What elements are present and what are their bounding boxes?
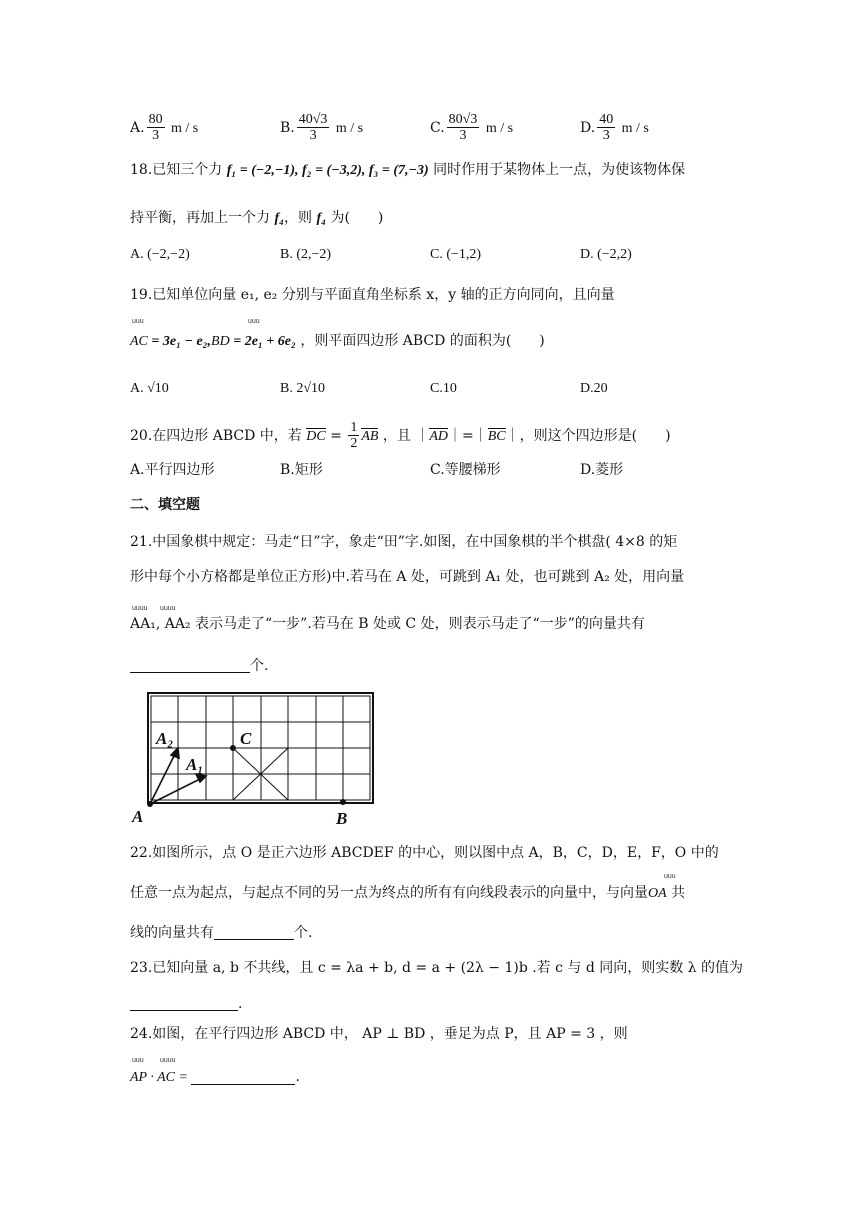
text: =	[325, 427, 347, 444]
q24-line2	[130, 1070, 300, 1085]
fraction-denominator: 3	[152, 128, 160, 144]
option-label: B.	[280, 119, 295, 136]
fraction	[147, 112, 165, 144]
option-label: A.	[130, 119, 145, 136]
formula-bd: = 2e₁ + 6e₂	[229, 334, 296, 349]
q20-option-a: A.平行四边形	[130, 462, 215, 478]
text: 18.已知三个力	[130, 162, 227, 178]
text: ｜=｜	[448, 427, 488, 444]
fraction-numerator: 80	[148, 112, 163, 127]
text: 同时作用于某物体上一点，为使该物体保	[428, 162, 686, 178]
fraction	[447, 112, 480, 144]
unit: m / s	[171, 120, 199, 136]
unit: m / s	[621, 120, 649, 136]
text: .	[238, 996, 243, 1012]
text: 任意一点为起点，与起点不同的另一点为终点的所有有向线段表示的向量中，与向量	[130, 885, 648, 901]
text: 线的向量共有	[130, 925, 214, 941]
uuu-mark-aa2: uuuu	[160, 605, 176, 612]
label-c: C	[240, 729, 252, 748]
q19-line2	[130, 334, 545, 349]
uuu-mark-ac: uuuu	[160, 1057, 176, 1064]
fraction-denominator: 2	[350, 436, 358, 452]
point-a	[147, 801, 153, 807]
chessboard-figure	[128, 688, 378, 828]
q17-option-b	[280, 112, 363, 144]
q21-line1: 21.中国象棋中规定：马走“日”字，象走“田”字.如图，在中国象棋的半个棋盘( 4×8 的矩	[130, 534, 678, 550]
option-label: C.	[430, 119, 445, 136]
text: ，则	[284, 210, 317, 226]
q21-line3: AA₁, AA₂ 表示马走了“一步”.若马在 B 处或 C 处，则表示马走了“一步”的向量共有	[130, 616, 645, 632]
fraction-numerator: 80√3	[448, 112, 478, 127]
q20-option-d: D.菱形	[580, 462, 624, 478]
q17-option-c	[430, 112, 513, 144]
fraction-denominator: 3	[602, 128, 610, 144]
text: ｜，则这个四边形是( )	[505, 427, 671, 444]
q19-option-a: A. √10	[130, 381, 169, 396]
label-a: A	[132, 807, 144, 826]
fraction-numerator: 1	[350, 420, 358, 435]
fraction-numerator: 40	[599, 112, 614, 127]
section-title-fill-blank: 二、填空题	[130, 496, 200, 512]
q17-option-a	[130, 112, 198, 144]
vector-ad: AD	[429, 428, 448, 444]
fraction	[597, 112, 615, 144]
q20-line1	[130, 420, 671, 452]
text: 个.	[294, 925, 313, 941]
q19-option-d: D.20	[580, 381, 608, 396]
q19-option-b: B. 2√10	[280, 381, 326, 396]
arrowhead	[171, 748, 179, 758]
uuu-mark-bd: uuu	[248, 318, 260, 325]
label-a1: A₁	[186, 755, 204, 774]
q18-option-a: A. (−2,−2)	[130, 247, 190, 262]
q18-option-c: C. (−1,2)	[430, 247, 482, 262]
fraction-half	[348, 420, 359, 452]
fraction-denominator: 3	[459, 128, 467, 144]
q18-option-d: D. (−2,2)	[580, 247, 632, 262]
q24-line1: 24.如图，在平行四边形 ABCD 中， AP ⊥ BD ，垂足为点 P，且 AP = 3 ，则	[130, 1026, 628, 1042]
uuu-mark-oa: uuu	[664, 873, 676, 880]
fraction	[297, 112, 330, 144]
option-label: D.	[580, 119, 596, 136]
vector-ab: AB	[361, 428, 379, 444]
uuu-mark-ap: uuu	[132, 1057, 144, 1064]
point-c	[230, 745, 236, 751]
q22-line1: 22.如图所示，点 O 是正六边形 ABCDEF 的中心，则以图中点 A，B，C，D，E，F，O 中的	[130, 845, 719, 861]
text: ，且 ｜	[378, 427, 430, 444]
uuu-mark-aa1: uuuu	[132, 605, 148, 612]
unit: m / s	[485, 120, 514, 136]
q19-line1: 19.已知单位向量 e₁, e₂ 分别与平面直角坐标系 x，y 轴的正方向同向，且向量	[130, 287, 615, 303]
q21-line2: 形中每个小方格都是单位正方形)中.若马在 A 处，可跳到 A₁ 处，也可跳到 A₂ 处，用向量	[130, 569, 685, 585]
q23-line1: 23.已知向量 a, b 不共线，且 c = λa + b, d = a + (2λ − 1)b .若 c 与 d 同向，则实数 λ 的值为	[130, 960, 744, 976]
answer-blank[interactable]	[214, 925, 294, 940]
q18-option-b: B. (2,−2)	[280, 247, 332, 262]
text: 共	[666, 885, 686, 901]
unit: m / s	[335, 120, 364, 136]
label-a2: A₂	[156, 729, 174, 748]
fraction-numerator: 40√3	[298, 112, 328, 127]
q18-line2	[130, 211, 383, 226]
vector-bd: BD	[211, 334, 230, 349]
q23-line2	[130, 996, 242, 1011]
q17-option-d	[580, 112, 649, 144]
formula-ac: = 3e₁ − e₂,	[147, 334, 212, 349]
text: 为( )	[326, 210, 384, 226]
q19-option-c: C.10	[430, 381, 457, 396]
vector-ac: AC	[130, 334, 148, 349]
answer-blank[interactable]	[191, 1070, 295, 1085]
q21-line4	[130, 658, 268, 673]
vector-dc: DC	[306, 428, 326, 444]
q22-line3	[130, 925, 312, 940]
text: 20.在四边形 ABCD 中，若	[130, 427, 307, 444]
text: ，则平面四边形 ABCD 的面积为( )	[295, 333, 545, 349]
q20-option-b: B.矩形	[280, 462, 323, 478]
dot-product-formula: AP · AC =	[130, 1070, 192, 1085]
uuu-mark-ac: uuu	[132, 318, 144, 325]
answer-blank[interactable]	[130, 658, 250, 673]
fraction-denominator: 3	[309, 128, 317, 144]
text: 持平衡，再加上一个力	[130, 210, 275, 226]
answer-blank[interactable]	[130, 996, 238, 1011]
force-f4: f₄	[274, 211, 284, 226]
q20-option-c: C.等腰梯形	[430, 462, 501, 478]
force-f4: f₄	[316, 211, 326, 226]
forces-formula: f₁ = (−2,−1), f₂ = (−3,2), f₃ = (7,−3)	[226, 163, 429, 178]
text: 个.	[250, 658, 269, 674]
point-b	[340, 799, 346, 805]
arrow-a-to-a2	[150, 752, 176, 804]
q18-line1	[130, 163, 685, 178]
vector-oa: OA	[648, 886, 667, 901]
text: .	[295, 1069, 300, 1085]
vector-bc: BC	[487, 428, 506, 444]
label-b: B	[336, 809, 348, 828]
q22-line2	[130, 886, 685, 901]
